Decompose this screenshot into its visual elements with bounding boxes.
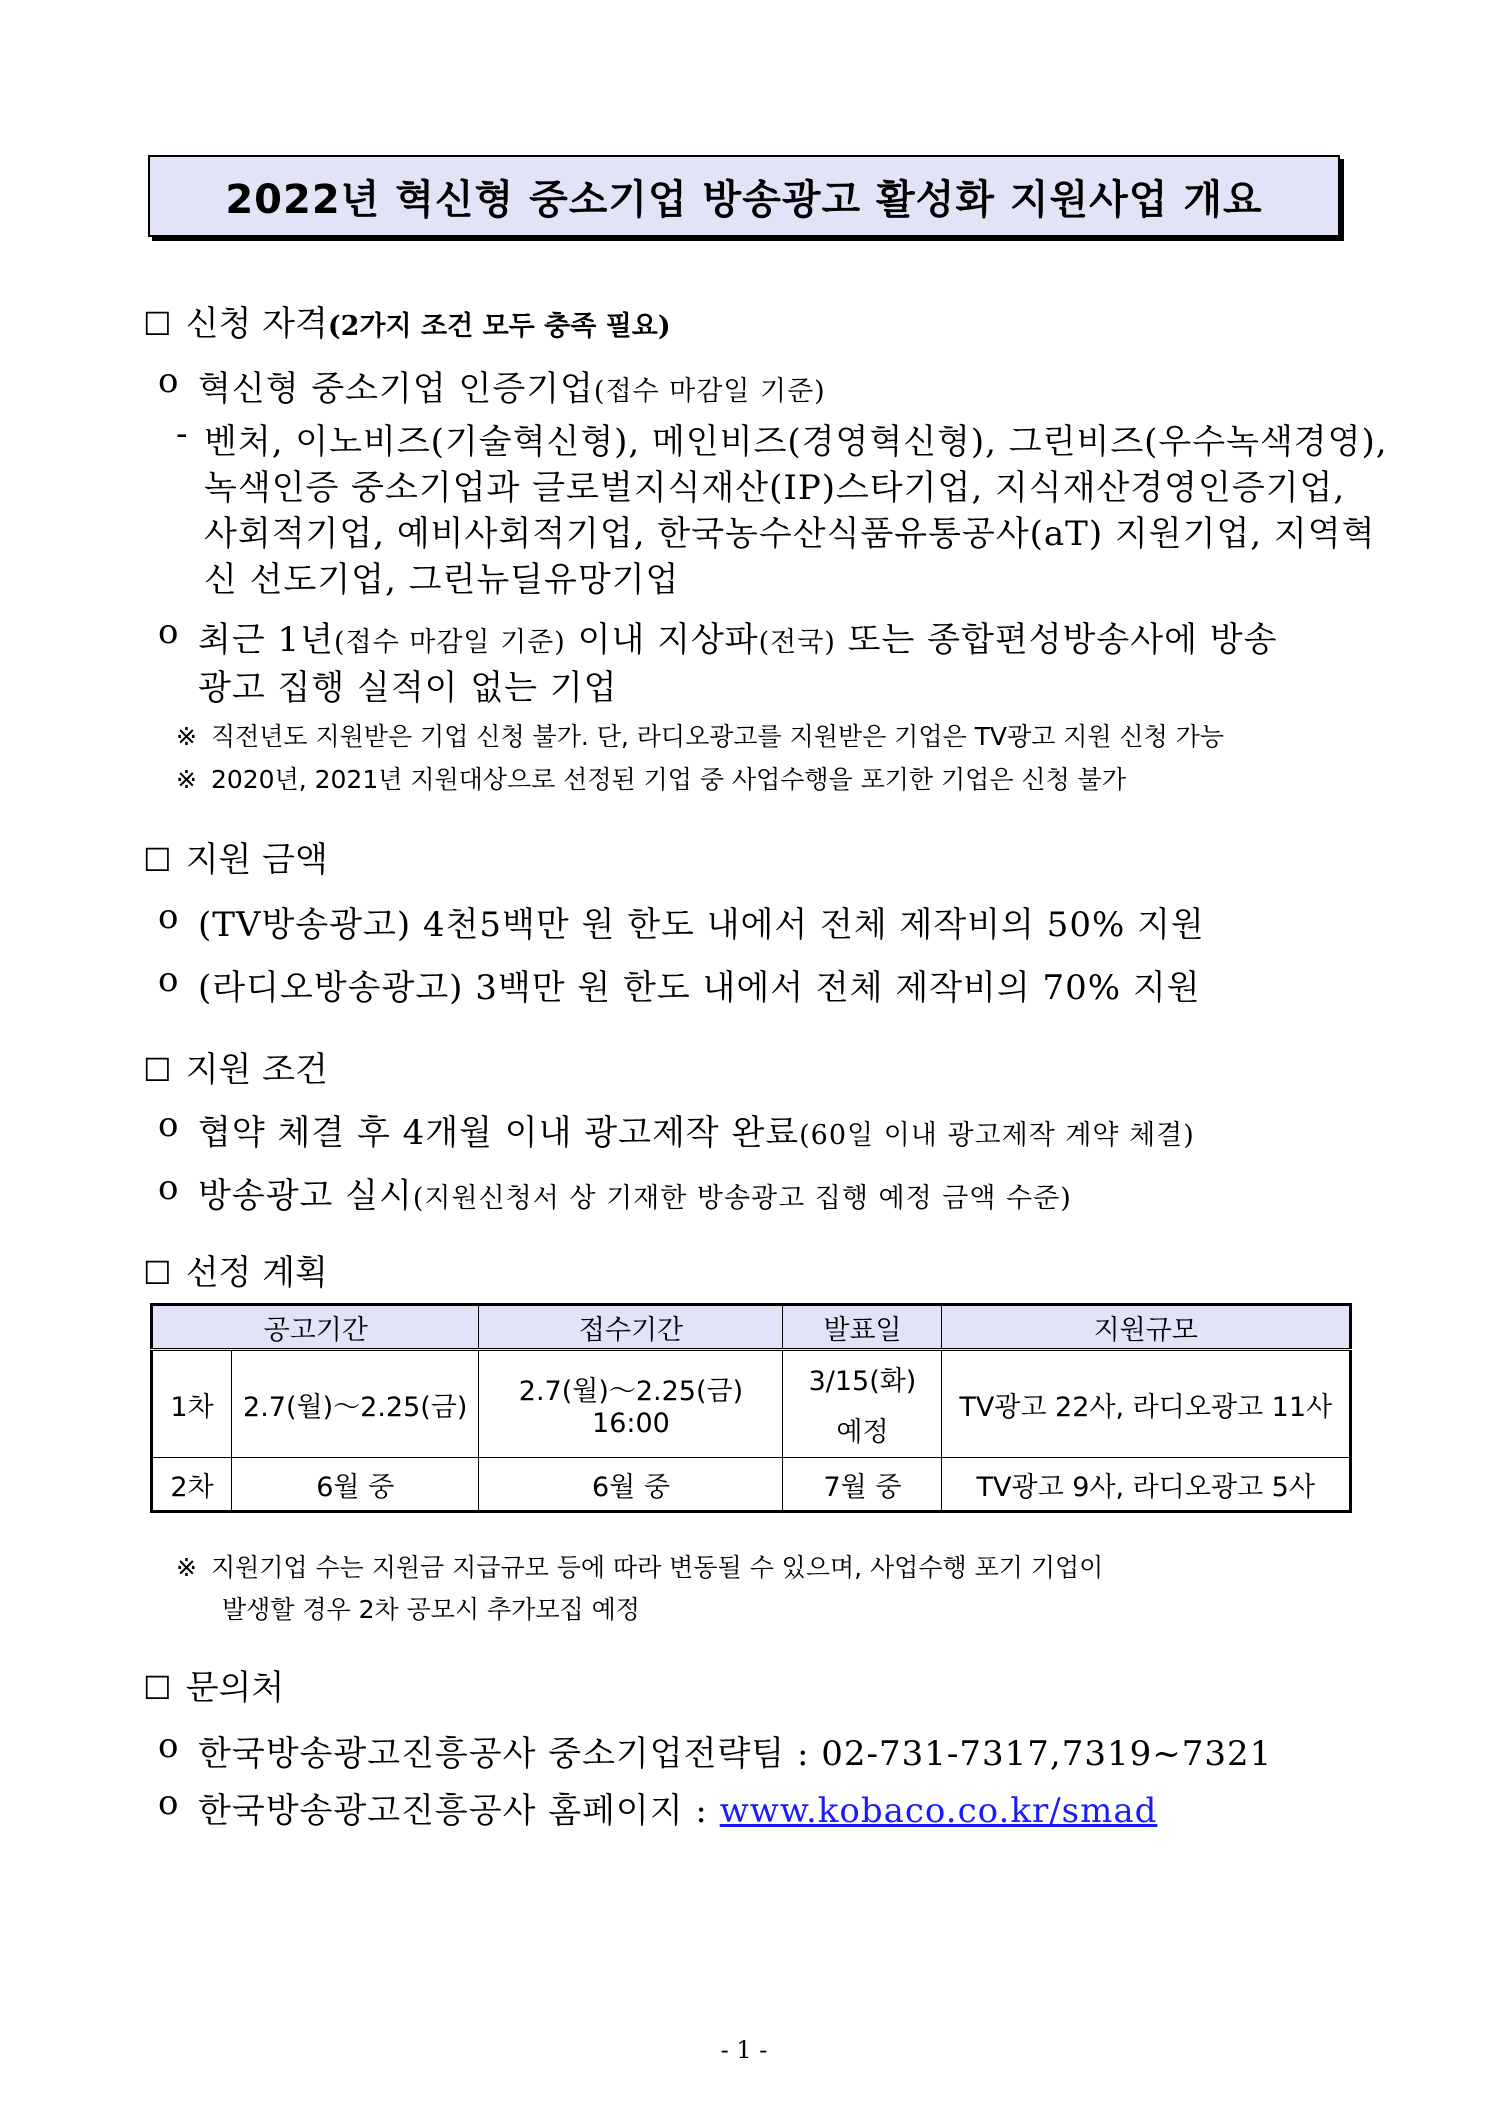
table-cell: 2.7(월)～2.25(금) 16:00 bbox=[479, 1350, 783, 1458]
reference-mark-icon: ※ bbox=[176, 722, 197, 751]
checkbox-square-icon: ☐ bbox=[143, 841, 172, 879]
note-continuation: 발생할 경우 2차 공모시 추가모집 예정 bbox=[222, 1595, 640, 1624]
table-cell: 2차 bbox=[152, 1458, 232, 1512]
table-cell: 6월 중 bbox=[232, 1458, 479, 1512]
column-header: 공고기간 bbox=[152, 1305, 479, 1350]
contact-homepage: 한국방송광고진흥공사 홈페이지 : www.kobaco.co.kr/smad bbox=[198, 1791, 1158, 1831]
page-number: - 1 - bbox=[720, 2036, 768, 2064]
conditions-item-1: 협약 체결 후 4개월 이내 광고제작 완료(60일 이내 광고제작 계약 체결) bbox=[198, 1113, 1195, 1153]
schedule-table bbox=[150, 1303, 1352, 1513]
section-heading-amount: ☐ 지원 금액 bbox=[143, 840, 328, 880]
bullet: o bbox=[158, 612, 179, 652]
detail-line: 녹색인증 중소기업과 글로벌지식재산(IP)스타기업, 지식재산경영인증기업, bbox=[204, 468, 1346, 508]
bullet: o bbox=[158, 1726, 179, 1766]
section-heading-plan: ☐ 선정 계획 bbox=[143, 1253, 328, 1293]
table-cell: 3/15(화) 예정 bbox=[783, 1350, 942, 1458]
homepage-link[interactable]: www.kobaco.co.kr/smad bbox=[719, 1791, 1158, 1831]
table-cell: TV광고 22사, 라디오광고 11사 bbox=[942, 1350, 1351, 1458]
section-heading-eligibility bbox=[143, 296, 671, 345]
table-cell: TV광고 9사, 라디오광고 5사 bbox=[942, 1458, 1351, 1512]
table-row bbox=[152, 1458, 1351, 1512]
column-header: 지원규모 bbox=[942, 1305, 1351, 1350]
bullet: o bbox=[158, 1168, 179, 1208]
eligibility-item-2-line2: 광고 집행 실적이 없는 기업 bbox=[198, 668, 618, 708]
checkbox-square-icon: ☐ bbox=[143, 1669, 172, 1707]
table-cell: 2.7(월)～2.25(금) bbox=[232, 1350, 479, 1458]
detail-line: 신 선도기업, 그린뉴딜유망기업 bbox=[204, 560, 680, 600]
note: ※ 지원기업 수는 지원금 지급규모 등에 따라 변동될 수 있으며, 사업수행 포기 기업이 bbox=[176, 1553, 1104, 1582]
note: ※ 2020년, 2021년 지원대상으로 선정된 기업 중 사업수행을 포기한 기업은 신청 불가 bbox=[176, 765, 1126, 794]
note: ※ 직전년도 지원받은 기업 신청 불가. 단, 라디오광고를 지원받은 기업은 TV광고 지원 신청 가능 bbox=[176, 722, 1224, 751]
section-heading-contact: ☐ 문의처 bbox=[143, 1668, 285, 1708]
column-header: 발표일 bbox=[783, 1305, 942, 1350]
detail-line: 사회적기업, 예비사회적기업, 한국농수산식품유통공사(aT) 지원기업, 지역혁 bbox=[204, 514, 1376, 554]
reference-mark-icon: ※ bbox=[176, 1553, 197, 1582]
checkbox-square-icon: ☐ bbox=[143, 1254, 172, 1292]
amount-item: (TV방송광고) 4천5백만 원 한도 내에서 전체 제작비의 50% 지원 bbox=[198, 905, 1205, 945]
table-cell: 7월 중 bbox=[783, 1458, 942, 1512]
bullet: o bbox=[158, 1783, 179, 1823]
bullet: o bbox=[158, 897, 179, 937]
checkbox-square-icon: ☐ bbox=[143, 305, 172, 343]
table-header-row bbox=[152, 1305, 1351, 1350]
detail-line: 벤처, 이노비즈(기술혁신형), 메인비즈(경영혁신형), 그린비즈(우수녹색경영), bbox=[204, 422, 1388, 462]
detail-dash: - bbox=[176, 414, 189, 454]
conditions-item-2: 방송광고 실시(지원신청서 상 기재한 방송광고 집행 예정 금액 수준) bbox=[198, 1176, 1072, 1216]
bullet: o bbox=[158, 361, 179, 401]
eligibility-item-2: 최근 1년(접수 마감일 기준) 이내 지상파(전국) 또는 종합편성방송사에 방송 bbox=[198, 620, 1278, 660]
eligibility-heading: 신청 자격 bbox=[185, 304, 328, 344]
amount-item: (라디오방송광고) 3백만 원 한도 내에서 전체 제작비의 70% 지원 bbox=[198, 968, 1201, 1008]
contact-phone: 한국방송광고진흥공사 중소기업전략팀 : 02-731-7317,7319~7321 bbox=[198, 1734, 1273, 1774]
eligibility-item-1: 혁신형 중소기업 인증기업(접수 마감일 기준) bbox=[198, 369, 826, 409]
reference-mark-icon: ※ bbox=[176, 765, 197, 794]
table-cell: 6월 중 bbox=[479, 1458, 783, 1512]
section-heading-conditions: ☐ 지원 조건 bbox=[143, 1050, 328, 1090]
bullet: o bbox=[158, 960, 179, 1000]
bullet: o bbox=[158, 1105, 179, 1145]
column-header: 접수기간 bbox=[479, 1305, 783, 1350]
table-cell: 1차 bbox=[152, 1350, 232, 1458]
eligibility-subheading: (2가지 조건 모두 충족 필요) bbox=[327, 311, 671, 342]
page-title: 2022년 혁신형 중소기업 방송광고 활성화 지원사업 개요 bbox=[148, 155, 1340, 237]
table-row bbox=[152, 1350, 1351, 1458]
checkbox-square-icon: ☐ bbox=[143, 1051, 172, 1089]
